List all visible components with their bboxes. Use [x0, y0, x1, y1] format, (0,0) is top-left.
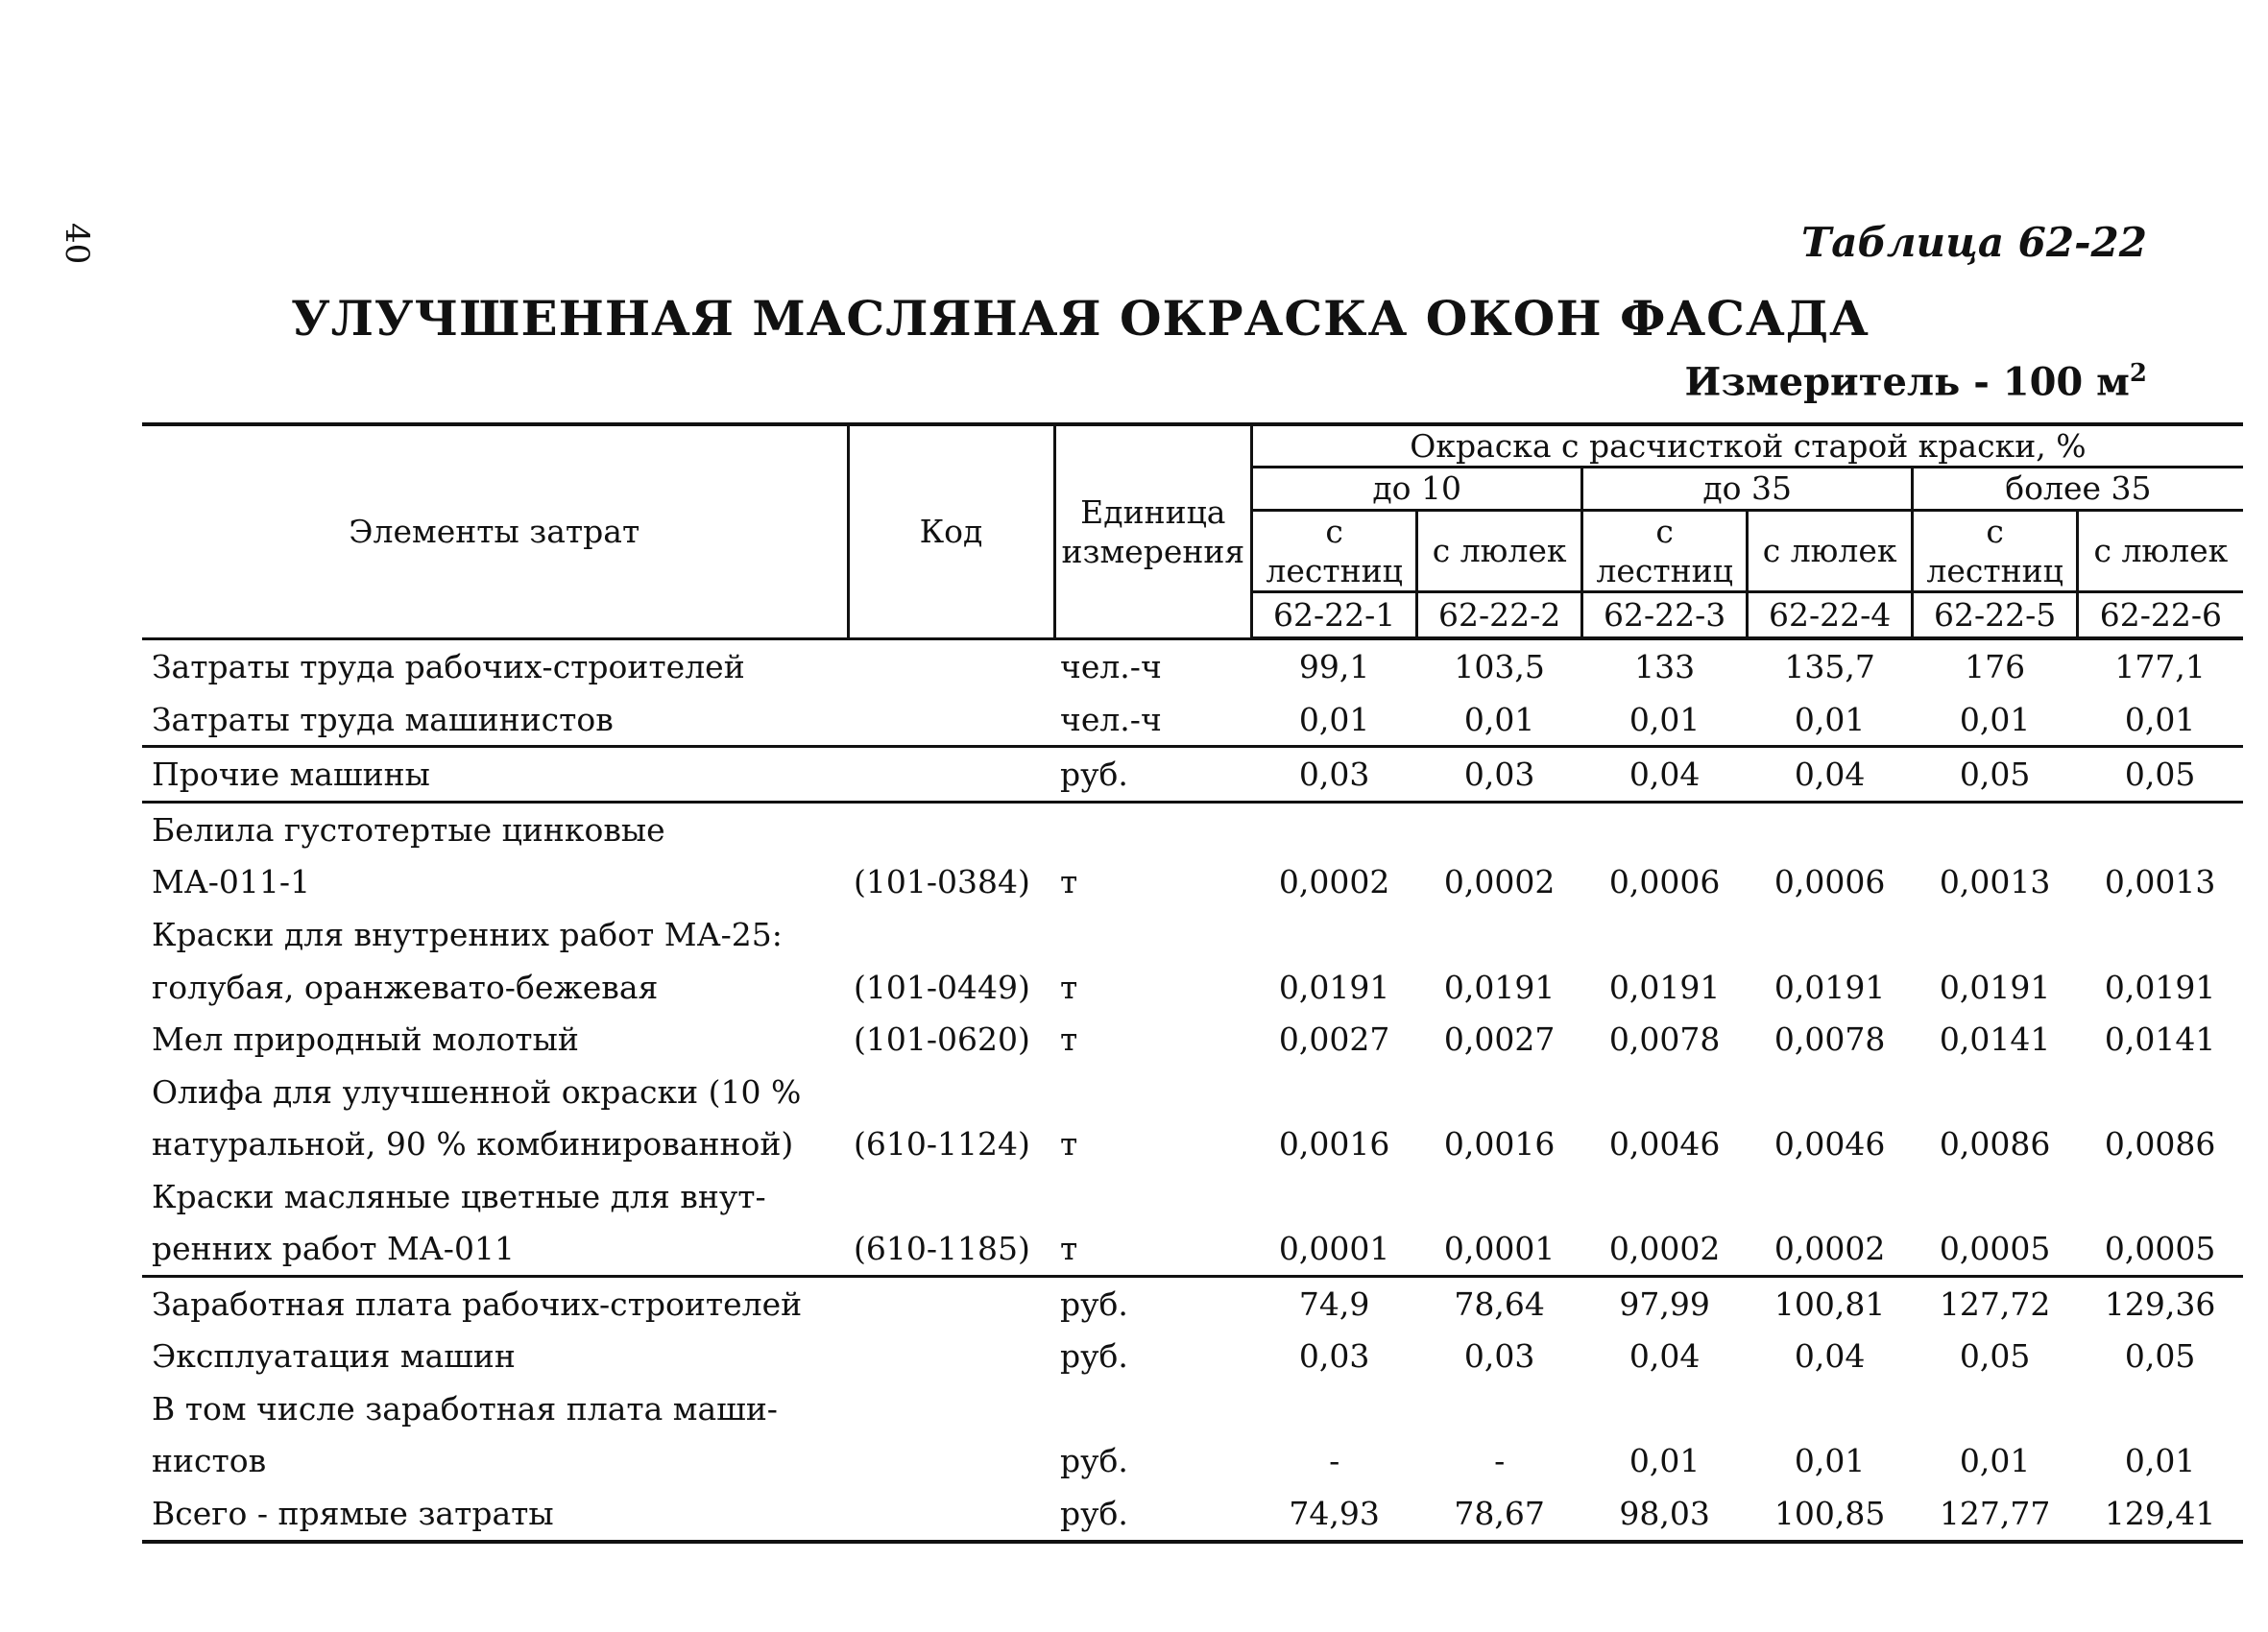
table-row [142, 1117, 2243, 1170]
table-row [142, 638, 2243, 693]
header-code-1: 62-22-1 [1252, 592, 1417, 639]
row-value: 0,01 [1748, 693, 1913, 747]
table-row [142, 693, 2243, 747]
header-code-2: 62-22-2 [1417, 592, 1582, 639]
labor-section [142, 638, 2243, 747]
row-name: Всего - прямые затраты [142, 1487, 848, 1542]
row-value: 0,0141 [1939, 1020, 2051, 1059]
row-value: 0,0005 [1913, 1222, 2078, 1276]
row-value: 0,03 [1252, 747, 1417, 803]
row-code [848, 1434, 1054, 1487]
row-value: 74,93 [1252, 1487, 1417, 1542]
row-unit: руб. [1060, 1337, 1128, 1376]
row-value: 0,0016 [1278, 1125, 1390, 1164]
row-value: 0,0191 [1939, 968, 2051, 1006]
row-value: 0,04 [1629, 1337, 1701, 1376]
row-unit: т [1060, 1125, 1078, 1164]
row-name: ренних работ МА-011 [142, 1222, 848, 1276]
row-value: 129,41 [2078, 1487, 2243, 1542]
row-name-line1: В том числе заработная плата маши- [152, 1389, 778, 1428]
totals-section [142, 1276, 2243, 1541]
header-unit: Единица измерения [1054, 424, 1252, 638]
row-value: 0,01 [1959, 1442, 2031, 1480]
row-name: нистов [152, 1442, 267, 1480]
row-unit: руб. [1060, 1284, 1128, 1323]
row-value: 0,0086 [1939, 1125, 2051, 1164]
table-row [142, 961, 2243, 1014]
row-value: 0,0141 [2104, 1020, 2216, 1059]
row-name-line1: Белила густотертые цинковые [152, 810, 665, 849]
row-code [848, 747, 1054, 803]
row-value: 176 [1965, 648, 2026, 686]
row-unit: т [1060, 1020, 1078, 1059]
header-elements: Элементы затрат [142, 424, 848, 638]
row-unit: т [1060, 968, 1078, 1006]
row-code: (610-1185) [848, 1222, 1054, 1276]
row-value: 0,05 [2124, 1337, 2196, 1376]
row-value: 133 [1634, 648, 1696, 686]
table-row-continuation [142, 1170, 2243, 1223]
row-value: 0,0027 [1278, 1020, 1390, 1059]
row-value: 0,01 [1252, 693, 1417, 747]
table-header [142, 424, 2243, 638]
row-value: 0,04 [1582, 747, 1748, 803]
row-value: 0,0046 [1773, 1125, 1886, 1164]
row-unit: чел.-ч [1054, 693, 1252, 747]
row-value: 78,64 [1454, 1284, 1545, 1323]
row-value: 0,01 [2078, 693, 2243, 747]
row-name: Затраты труда рабочих-строителей [152, 648, 745, 686]
row-unit: руб. [1054, 1487, 1252, 1542]
table-row [142, 1487, 2243, 1542]
row-name: Прочие машины [142, 747, 848, 803]
row-name: Эксплуатация машин [152, 1337, 516, 1376]
header-sub-2: до 35 [1582, 468, 1913, 510]
row-unit: чел.-ч [1060, 648, 1162, 686]
row-code [848, 693, 1054, 747]
row-value: 0,0191 [1608, 968, 1721, 1006]
measure-exponent: 2 [2129, 359, 2147, 388]
row-value: 103,5 [1454, 648, 1545, 686]
row-value: 0,0013 [2104, 863, 2216, 901]
header-sub-1: до 10 [1252, 468, 1582, 510]
row-value: 0,01 [1629, 1442, 1701, 1480]
row-value: 177,1 [2114, 648, 2206, 686]
row-value: 100,81 [1773, 1284, 1886, 1323]
row-value: 0,05 [2078, 747, 2243, 803]
row-code [848, 1487, 1054, 1542]
row-value: 0,0086 [2104, 1125, 2216, 1164]
row-value: 0,0191 [1773, 968, 1886, 1006]
row-value: 0,01 [2124, 1442, 2196, 1480]
row-code [848, 1276, 1054, 1330]
row-name: Затраты труда машинистов [142, 693, 848, 747]
table-row-continuation [142, 1066, 2243, 1118]
row-name: Заработная плата рабочих-строителей [152, 1284, 803, 1323]
row-unit: т [1054, 1222, 1252, 1276]
row-value: 0,0001 [1417, 1222, 1582, 1276]
header-type-1: с лестниц [1252, 510, 1417, 592]
row-value: 0,0078 [1608, 1020, 1721, 1059]
row-value: 0,01 [1913, 693, 2078, 747]
row-value: 0,04 [1794, 1337, 1866, 1376]
header-code-4: 62-22-4 [1748, 592, 1913, 639]
row-value: 0,0191 [2104, 968, 2216, 1006]
row-value: 0,0191 [1443, 968, 1556, 1006]
row-value: 0,03 [1417, 747, 1582, 803]
row-name: МА-011-1 [152, 863, 311, 901]
row-code [848, 1330, 1054, 1382]
header-type-6: с люлек [2078, 510, 2243, 592]
row-value: 99,1 [1298, 648, 1370, 686]
row-value: 127,72 [1939, 1284, 2051, 1323]
header-sub-3: более 35 [1913, 468, 2243, 510]
header-code: Код [848, 424, 1054, 638]
row-unit: руб. [1054, 747, 1252, 803]
header-type-2: с люлек [1417, 510, 1582, 592]
table-reference: Таблица 62-22 [1801, 219, 2147, 266]
header-group: Окраска с расчисткой старой краски, % [1252, 424, 2243, 468]
row-value: - [1494, 1442, 1506, 1480]
row-value: 0,0002 [1278, 863, 1390, 901]
row-code: (101-0620) [854, 1020, 1030, 1059]
row-value: - [1329, 1442, 1340, 1480]
row-name-line1: Краски масляные цветные для внут- [152, 1177, 766, 1215]
row-value: 0,03 [1463, 1337, 1535, 1376]
row-value: 129,36 [2104, 1284, 2216, 1323]
row-name-line1: Краски для внутренних работ МА-25: [152, 915, 783, 953]
row-value: 135,7 [1784, 648, 1875, 686]
table-row [142, 1276, 2243, 1330]
row-value: 0,0191 [1278, 968, 1390, 1006]
row-value: 97,99 [1619, 1284, 1710, 1323]
row-value: 0,01 [1582, 693, 1748, 747]
row-value: 0,0001 [1252, 1222, 1417, 1276]
row-value: 100,85 [1748, 1487, 1913, 1542]
header-type-3: с лестниц [1582, 510, 1748, 592]
table-row [142, 747, 2243, 803]
machines-section [142, 747, 2243, 803]
row-code [848, 638, 1054, 693]
row-name: Мел природный молотый [152, 1020, 579, 1059]
row-value: 0,0046 [1608, 1125, 1721, 1164]
row-value: 0,0006 [1608, 863, 1721, 901]
row-value: 0,0006 [1773, 863, 1886, 901]
row-name: натуральной, 90 % комбинированной) [152, 1125, 794, 1164]
header-code-6: 62-22-6 [2078, 592, 2243, 639]
row-value: 0,0005 [2078, 1222, 2243, 1276]
table-row-continuation [142, 908, 2243, 961]
header-code-5: 62-22-5 [1913, 592, 2078, 639]
row-value: 0,0002 [1582, 1222, 1748, 1276]
row-value: 78,67 [1417, 1487, 1582, 1542]
row-unit: руб. [1060, 1442, 1128, 1480]
row-value: 0,0078 [1773, 1020, 1886, 1059]
table-row [142, 1222, 2243, 1276]
table-row-continuation [142, 802, 2243, 855]
page-number: 40 [58, 223, 96, 265]
measure-unit [1685, 359, 2147, 404]
row-name: голубая, оранжевато-бежевая [152, 968, 659, 1006]
row-value: 0,0013 [1939, 863, 2051, 901]
row-value: 0,01 [1417, 693, 1582, 747]
cost-table [142, 422, 2243, 1544]
materials-section [142, 802, 2243, 1276]
row-value: 0,0027 [1443, 1020, 1556, 1059]
measure-label: Измеритель - 100 м [1684, 359, 2130, 405]
header-type-5: с лестниц [1913, 510, 2078, 592]
table-row [142, 1330, 2243, 1382]
row-name-line1: Олифа для улучшенной окраски (10 % [152, 1072, 802, 1111]
row-value: 74,9 [1298, 1284, 1370, 1323]
row-value: 0,0002 [1748, 1222, 1913, 1276]
row-code: (101-0384) [854, 863, 1030, 901]
table-row [142, 855, 2243, 908]
row-value: 0,05 [1959, 1337, 2031, 1376]
header-code-3: 62-22-3 [1582, 592, 1748, 639]
document-title: УЛУЧШЕННАЯ МАСЛЯНАЯ ОКРАСКА ОКОН ФАСАДА [291, 290, 1870, 347]
row-value: 0,0016 [1443, 1125, 1556, 1164]
row-value: 0,04 [1748, 747, 1913, 803]
row-value: 0,01 [1794, 1442, 1866, 1480]
row-value: 98,03 [1582, 1487, 1748, 1542]
table-row [142, 1013, 2243, 1066]
row-unit: т [1060, 863, 1078, 901]
row-value: 0,03 [1298, 1337, 1370, 1376]
header-type-4: с люлек [1748, 510, 1913, 592]
row-code: (610-1124) [854, 1125, 1030, 1164]
table-row-continuation [142, 1382, 2243, 1435]
table-row [142, 1434, 2243, 1487]
row-value: 0,0002 [1443, 863, 1556, 901]
row-value: 0,05 [1913, 747, 2078, 803]
row-value: 127,77 [1913, 1487, 2078, 1542]
row-code: (101-0449) [854, 968, 1030, 1006]
